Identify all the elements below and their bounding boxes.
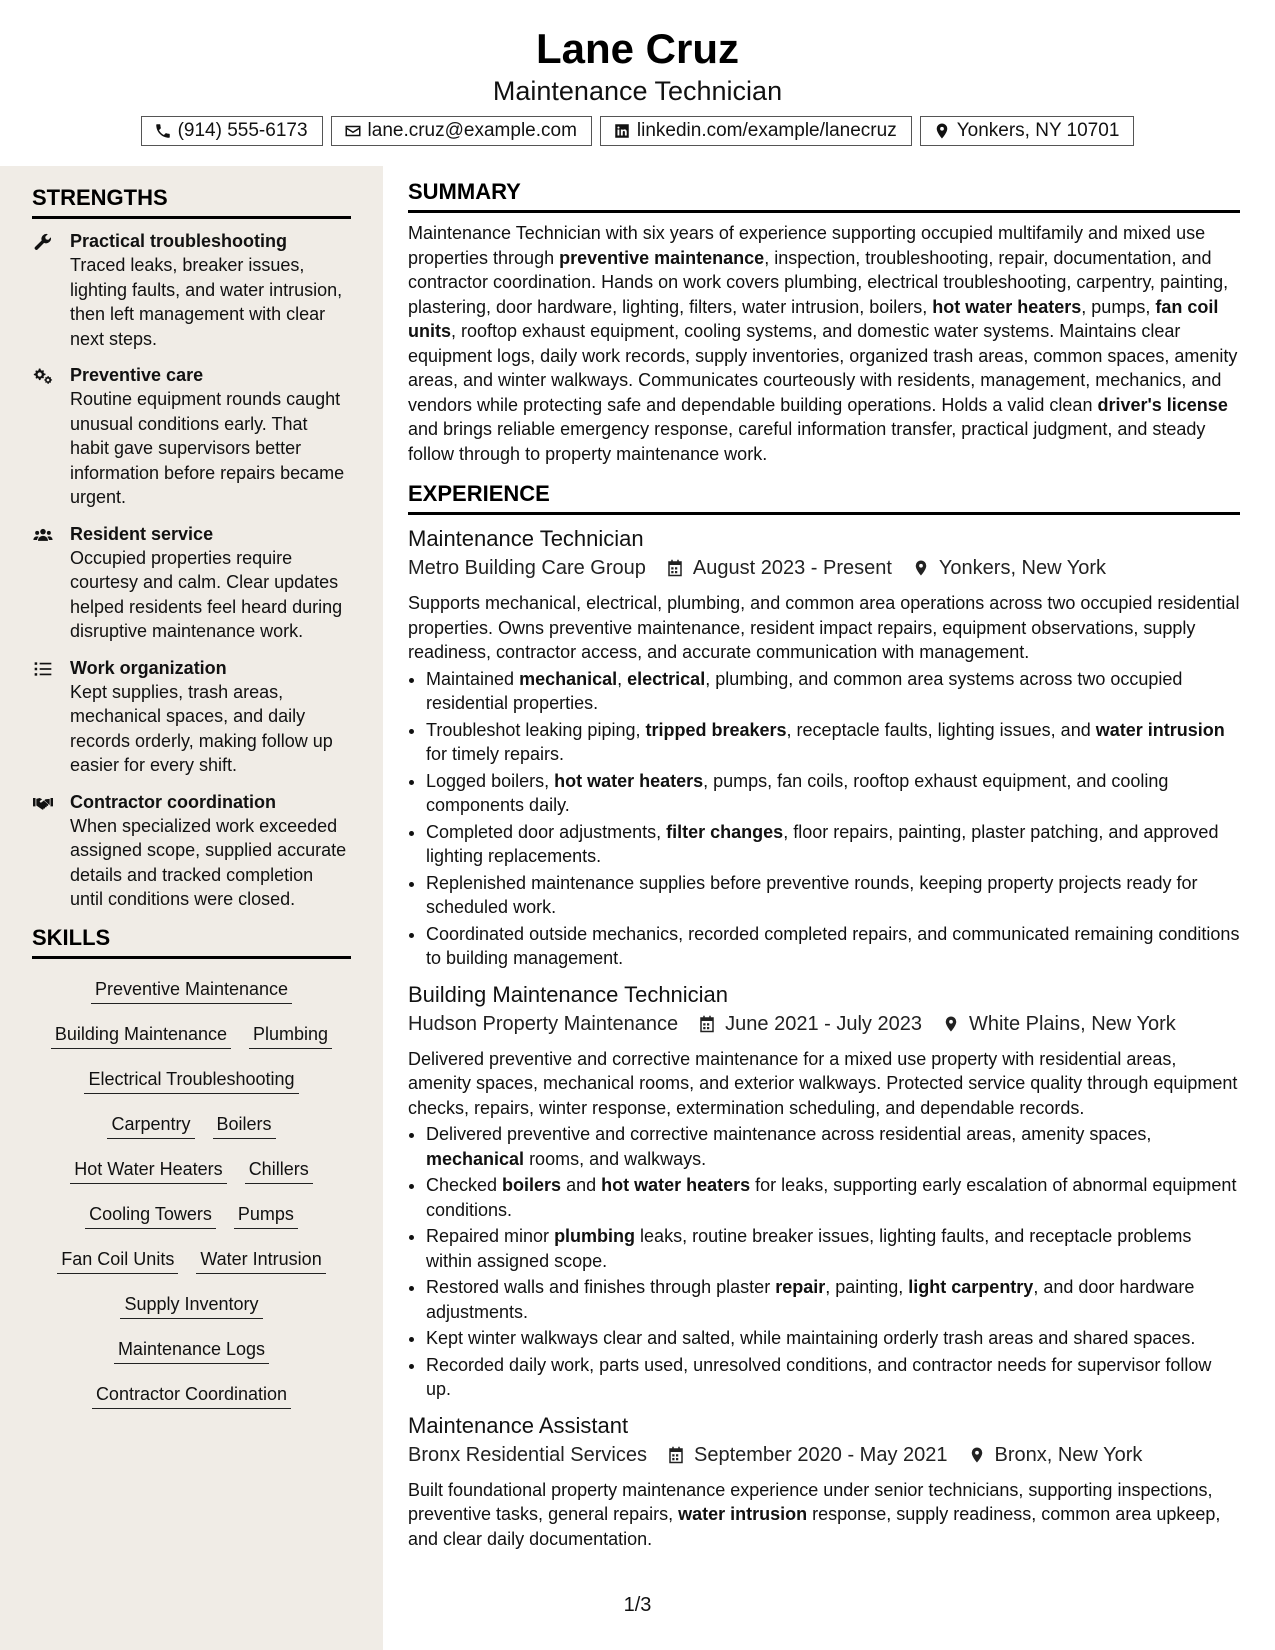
linkedin-icon [613, 122, 631, 140]
text-run: , rooftop exhaust equipment, cooling systems, and domestic water systems. Maintains clear equipment logs, daily work records, supply inventories, organized trash areas, common spaces, amenity areas, and winter walkways. Communicates courteously with residents, management, mechanics, and vendors while protecting safe and dependable building operations. Holds a valid clean [408, 321, 1238, 415]
strength-desc: Traced leaks, breaker issues, lighting faults, and water intrusion, then left management with clear next steps. [70, 255, 343, 349]
phone-icon [154, 122, 172, 140]
summary-text [408, 221, 1240, 466]
strengths-list [32, 229, 351, 912]
map-pin-icon [912, 558, 930, 578]
strength-item [32, 790, 351, 912]
text-run: Troubleshot leaking piping, [426, 719, 646, 740]
job-company: Metro Building Care Group [408, 557, 646, 579]
text-run: , and door hardware adjustments. [426, 1277, 1195, 1322]
skill-tag: Plumbing [249, 1022, 332, 1049]
strength-desc: Kept supplies, trash areas, mechanical spaces, and daily records orderly, making follow up easier for every shift. [70, 681, 333, 775]
job-meta [408, 1009, 1240, 1039]
bold-keyword: boilers [502, 1175, 562, 1195]
bold-keyword: electrical [627, 668, 706, 689]
strength-item [32, 229, 351, 351]
experience-heading: EXPERIENCE [408, 480, 1240, 515]
text-run: Maintenance Technician with six years of experience supporting occupied multifamily and mixed use properties through [408, 223, 1206, 268]
strength-title: Preventive care [70, 365, 204, 385]
strength-item [32, 522, 351, 644]
skill-tag: Supply Inventory [120, 1292, 262, 1319]
job-title: Building Maintenance Technician [408, 981, 729, 1007]
text-run: for timely repairs. [426, 744, 565, 764]
job-bullet [426, 1224, 1240, 1273]
text-run: Recorded daily work, parts used, unresolved conditions, and contractor needs for supervisor follow up. [426, 1354, 1212, 1399]
job-bullet [426, 1275, 1240, 1324]
candidate-role: Maintenance Technician [492, 76, 783, 106]
candidate-name: Lane Cruz [535, 25, 740, 72]
bold-keyword: mechanical [519, 668, 618, 689]
job-bullet [426, 871, 1240, 920]
job-entry [408, 1412, 1240, 1552]
text-run: , inspection, troubleshooting, repair, documentation, and contractor coordination. Hands on work covers plumbing, electrical troubleshooting, carpentry, painting, plastering, door hardware, lighting, filters, water intrusion, boilers, [408, 247, 1229, 317]
contact-linkedin-text: linkedin.com/example/lanecruz [636, 120, 897, 141]
bold-keyword: light carpentry [908, 1277, 1034, 1297]
skill-tag: Fan Coil Units [57, 1247, 178, 1274]
skill-row [32, 1102, 351, 1147]
job-bullet [426, 1173, 1240, 1222]
text-run: rooms, and walkways. [524, 1148, 707, 1169]
bold-keyword: fan coil units [408, 296, 1219, 341]
gears-icon [32, 366, 54, 386]
bold-keyword: hot water heaters [932, 296, 1082, 317]
skill-tag: Hot Water Heaters [70, 1157, 226, 1184]
skill-row [32, 967, 351, 1012]
skill-tag: Electrical Troubleshooting [84, 1067, 298, 1094]
skill-tag: Boilers [213, 1112, 276, 1139]
text-run: leaks, routine breaker issues, lighting faults, and receptacle problems within assigned scope. [426, 1226, 1192, 1271]
wrench-icon [32, 232, 54, 252]
job-bullet [426, 1122, 1240, 1171]
resume-header [0, 0, 1275, 146]
text-run: , [617, 668, 628, 689]
strength-desc: When specialized work exceeded assigned scope, supplied accurate details and tracked completion until conditions were closed. [70, 815, 347, 909]
strength-title: Practical troubleshooting [70, 231, 288, 251]
strength-desc: Routine equipment rounds caught unusual conditions early. That habit gave supervisors better information before repairs became urgent. [70, 389, 345, 507]
list-icon [32, 659, 54, 679]
text-run: , plumbing, and common area systems across two occupied residential properties. [426, 668, 1183, 713]
contact-bar [0, 116, 1275, 146]
calendar-icon [698, 1014, 716, 1034]
skill-tag: Water Intrusion [196, 1247, 325, 1274]
main-column [408, 178, 1240, 1553]
strength-title: Contractor coordination [70, 791, 276, 812]
skill-row [32, 1057, 351, 1102]
job-bullet [426, 1353, 1240, 1402]
job-description: Delivered preventive and corrective maintenance for a mixed use property with residential areas, amenity spaces, mechanical rooms, and exterior walkways. Protected service quality through equipment checks, repairs, winter response, extermination scheduling, and dependable records. [408, 1048, 1238, 1118]
job-meta [408, 1440, 1240, 1470]
map-pin-icon [968, 1445, 986, 1465]
skill-tag: Contractor Coordination [92, 1382, 291, 1409]
job-title: Maintenance Technician [408, 526, 644, 551]
job-meta [408, 553, 1240, 583]
text-run: , pumps, fan coils, rooftop exhaust equipment, and cooling components daily. [426, 770, 1169, 815]
contact-phone-text: (914) 555-6173 [177, 120, 308, 141]
skill-tag: Chillers [245, 1157, 313, 1184]
job-location: Bronx, New York [994, 1443, 1143, 1466]
text-run: , painting, [825, 1277, 909, 1297]
text-run: for leaks, supporting early escalation of abnormal equipment conditions. [426, 1175, 1237, 1220]
text-run: Replenished maintenance supplies before preventive rounds, keeping property projects ready for scheduled work. [426, 872, 1198, 917]
map-pin-icon [933, 122, 951, 140]
job-bullet [426, 922, 1240, 971]
job-dates: September 2020 - May 2021 [694, 1443, 948, 1466]
job-dates: August 2023 - Present [692, 557, 892, 579]
bold-keyword: filter changes [666, 821, 784, 842]
calendar-icon [666, 558, 684, 578]
bold-keyword: repair [775, 1277, 826, 1297]
skill-row [32, 1237, 351, 1282]
skill-tag: Building Maintenance [51, 1022, 231, 1049]
contact-email[interactable] [331, 116, 592, 146]
job-company: Hudson Property Maintenance [408, 1012, 679, 1035]
summary-heading: SUMMARY [408, 178, 1240, 213]
job-bullet [426, 769, 1240, 818]
job-entry [408, 525, 1240, 971]
bold-keyword: water intrusion [1095, 719, 1225, 740]
job-dates: June 2021 - July 2023 [725, 1012, 922, 1035]
job-bullet [426, 667, 1240, 716]
job-location: Yonkers, New York [938, 557, 1107, 579]
bold-keyword: preventive maintenance [559, 247, 765, 268]
text-run: and [561, 1175, 602, 1195]
strength-item [32, 656, 351, 778]
skill-tag: Preventive Maintenance [91, 977, 292, 1004]
text-run: Checked [426, 1175, 503, 1195]
text-run: Maintained [426, 668, 520, 689]
skill-row [32, 1372, 351, 1417]
sidebar [0, 166, 383, 1650]
job-bullet [426, 718, 1240, 767]
skill-tag: Carpentry [107, 1112, 194, 1139]
skill-row [32, 1282, 351, 1327]
map-pin-icon [942, 1014, 960, 1034]
bold-keyword: driver's license [1097, 394, 1228, 415]
skill-tag: Maintenance Logs [114, 1337, 269, 1364]
text-run: and brings reliable emergency response, careful information transfer, practical judgment, and steady follow through to property maintenance work. [408, 419, 1206, 464]
skill-row [32, 1147, 351, 1192]
skill-tag: Pumps [234, 1202, 298, 1229]
bold-keyword: plumbing [554, 1226, 636, 1246]
job-description [408, 1478, 1240, 1552]
text-run: Kept winter walkways clear and salted, while maintaining orderly trash areas and shared spaces. [426, 1328, 1196, 1348]
contact-location[interactable] [920, 116, 1135, 146]
strength-desc: Occupied properties require courtesy and calm. Clear updates helped residents feel heard during disruptive maintenance work. [70, 547, 343, 641]
bold-keyword: water intrusion [678, 1504, 808, 1524]
bold-keyword: mechanical [426, 1148, 525, 1169]
handshake-icon [32, 793, 54, 813]
job-company: Bronx Residential Services [408, 1443, 647, 1466]
job-bullet [426, 1326, 1240, 1351]
skill-tag: Cooling Towers [85, 1202, 216, 1229]
strength-title: Resident service [70, 523, 214, 544]
job-bullet [426, 820, 1240, 869]
text-run: , receptacle faults, lighting issues, and [786, 719, 1096, 740]
text-run: Completed door adjustments, [426, 821, 667, 842]
text-run: Logged boilers, [426, 770, 555, 791]
strengths-heading: STRENGTHS [32, 184, 351, 219]
job-entry [408, 981, 1240, 1402]
contact-email-text: lane.cruz@example.com [367, 120, 577, 141]
text-run: response, supply readiness, common area upkeep, and clear daily documentation. [408, 1504, 1221, 1549]
people-icon [32, 525, 54, 545]
calendar-icon [667, 1445, 685, 1465]
bold-keyword: hot water heaters [554, 770, 704, 791]
text-run: , floor repairs, painting, plaster patching, and approved lighting replacements. [426, 821, 1219, 866]
strength-title: Work organization [70, 657, 227, 678]
text-run: , pumps, [1081, 296, 1156, 317]
skills-heading: SKILLS [32, 924, 351, 959]
job-title: Maintenance Assistant [408, 1412, 629, 1438]
text-run: Built foundational property maintenance experience under senior technicians, supporting inspections, preventive tasks, general repairs, [408, 1479, 1213, 1524]
contact-phone[interactable] [141, 116, 323, 146]
text-run: Restored walls and finishes through plaster [426, 1277, 776, 1297]
skills-list [32, 967, 351, 1417]
skill-row [32, 1192, 351, 1237]
text-run: Repaired minor [426, 1226, 555, 1246]
bold-keyword: hot water heaters [601, 1175, 751, 1195]
envelope-icon [344, 122, 362, 140]
skill-row [32, 1327, 351, 1372]
skill-row [32, 1012, 351, 1057]
strength-item [32, 363, 351, 510]
bold-keyword: tripped breakers [645, 719, 787, 740]
job-location: White Plains, New York [968, 1012, 1176, 1035]
page-number: 1/3 [623, 1594, 652, 1616]
contact-location-text: Yonkers, NY 10701 [956, 120, 1120, 141]
job-description: Supports mechanical, electrical, plumbing, and common area operations across two occupied residential properties. Owns preventive maintenance, resident impact repairs, equipment observations, supply readiness, contractor access, and accurate communication with management. [408, 593, 1240, 662]
contact-linkedin[interactable] [600, 116, 912, 146]
job-bullets [408, 1122, 1240, 1402]
text-run: Coordinated outside mechanics, recorded completed repairs, and communicated remaining conditions to building management. [426, 923, 1240, 968]
job-bullets [408, 667, 1240, 971]
text-run: Delivered preventive and corrective maintenance across residential areas, amenity spaces, [426, 1124, 1152, 1144]
